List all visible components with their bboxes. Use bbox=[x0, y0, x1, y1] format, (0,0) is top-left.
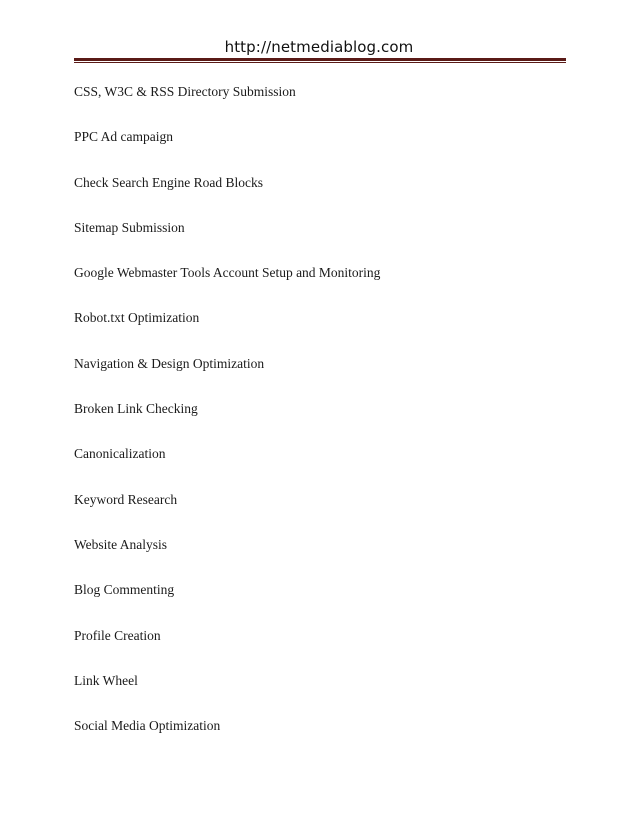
service-item-keyword-research: Keyword Research bbox=[74, 491, 178, 507]
service-item-google-webmaster-tools: Google Webmaster Tools Account Setup and Monitoring bbox=[74, 265, 381, 281]
header-rule-thin bbox=[74, 62, 566, 63]
service-item-website-analysis: Website Analysis bbox=[74, 536, 168, 552]
header-rule-thick bbox=[74, 58, 566, 61]
service-item-link-wheel: Link Wheel bbox=[74, 672, 138, 688]
service-item-canonicalization: Canonicalization bbox=[74, 446, 166, 462]
service-item-navigation-design-optimization: Navigation & Design Optimization bbox=[74, 355, 265, 371]
service-item-robot-txt-optimization: Robot.txt Optimization bbox=[74, 310, 200, 326]
service-item-ppc-ad-campaign: PPC Ad campaign bbox=[74, 129, 174, 145]
service-item-sitemap-submission: Sitemap Submission bbox=[74, 219, 185, 235]
service-item-social-media-optimization: Social Media Optimization bbox=[74, 718, 221, 734]
service-item-check-search-engine-road-blocks: Check Search Engine Road Blocks bbox=[74, 174, 263, 190]
service-item-broken-link-checking: Broken Link Checking bbox=[74, 401, 198, 417]
service-item-css-w3c-rss-directory-submission: CSS, W3C & RSS Directory Submission bbox=[74, 84, 296, 99]
service-item-blog-commenting: Blog Commenting bbox=[74, 582, 175, 598]
header-url: http://netmediablog.com bbox=[224, 38, 414, 56]
service-list bbox=[74, 84, 380, 763]
service-item-profile-creation: Profile Creation bbox=[74, 627, 161, 643]
